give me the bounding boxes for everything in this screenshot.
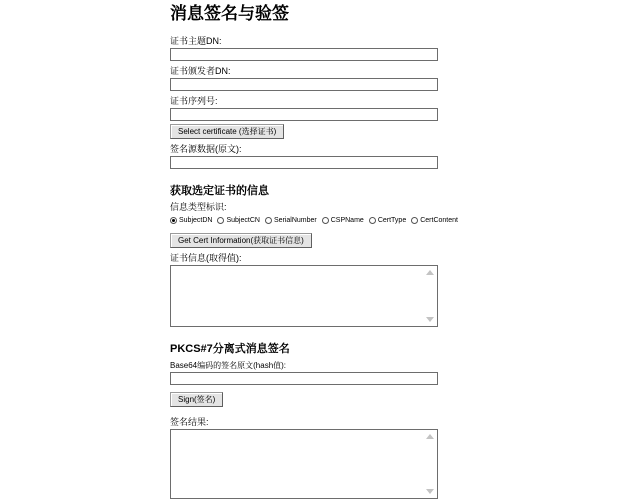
sign-result-label: 签名结果:	[170, 417, 209, 427]
serial-number-label: 证书序列号:	[170, 96, 218, 106]
radio-option-subjectdn[interactable]	[170, 217, 212, 224]
scroll-down-icon[interactable]	[426, 317, 434, 322]
radio-option-cspname[interactable]	[322, 217, 364, 224]
issuer-dn-input[interactable]	[170, 78, 438, 91]
info-type-radio-group	[170, 217, 458, 224]
issuer-dn-label: 证书颁发者DN:	[170, 66, 231, 76]
radio-option-serialnumber[interactable]	[265, 217, 317, 224]
radio-icon[interactable]	[369, 217, 376, 224]
cert-info-heading: 获取选定证书的信息	[170, 185, 269, 197]
radio-label: SubjectDN	[179, 217, 213, 224]
radio-option-certcontent[interactable]	[411, 217, 458, 224]
cert-info-value-label: 证书信息(取得值):	[170, 253, 242, 263]
radio-option-certtype[interactable]	[369, 217, 406, 224]
page-title: 消息签名与验签	[170, 4, 289, 23]
radio-icon[interactable]	[265, 217, 272, 224]
sign-button[interactable]: Sign(签名)	[170, 392, 223, 407]
radio-icon[interactable]	[411, 217, 418, 224]
scroll-up-icon[interactable]	[426, 270, 434, 275]
serial-number-input[interactable]	[170, 108, 438, 121]
pkcs7-heading: PKCS#7分离式消息签名	[170, 343, 290, 355]
radio-label: SerialNumber	[273, 217, 317, 224]
radio-icon[interactable]	[322, 217, 329, 224]
get-cert-information-button[interactable]: Get Cert Information(获取证书信息)	[170, 233, 312, 248]
form-page	[170, 4, 458, 499]
radio-label: SubjectCN	[226, 217, 260, 224]
radio-selected-icon[interactable]	[170, 217, 177, 224]
sign-result-textarea[interactable]	[170, 429, 438, 499]
cert-info-textarea[interactable]	[170, 265, 438, 327]
source-data-label: 签名源数据(原文):	[170, 144, 242, 154]
scroll-up-icon[interactable]	[426, 434, 434, 439]
base64-data-input[interactable]	[170, 372, 438, 385]
source-data-input[interactable]	[170, 156, 438, 169]
radio-option-subjectcn[interactable]	[217, 217, 259, 224]
scroll-down-icon[interactable]	[426, 489, 434, 494]
info-type-label: 信息类型标识:	[170, 202, 227, 212]
radio-label: CertType	[377, 217, 407, 224]
radio-label: CertContent	[420, 217, 458, 224]
subject-dn-input[interactable]	[170, 48, 438, 61]
radio-label: CSPName	[330, 217, 364, 224]
subject-dn-label: 证书主题DN:	[170, 36, 222, 46]
radio-icon[interactable]	[217, 217, 224, 224]
select-certificate-button[interactable]: Select certificate (选择证书)	[170, 124, 284, 139]
base64-data-label: Base64编码的签名原文(hash值):	[170, 361, 287, 370]
